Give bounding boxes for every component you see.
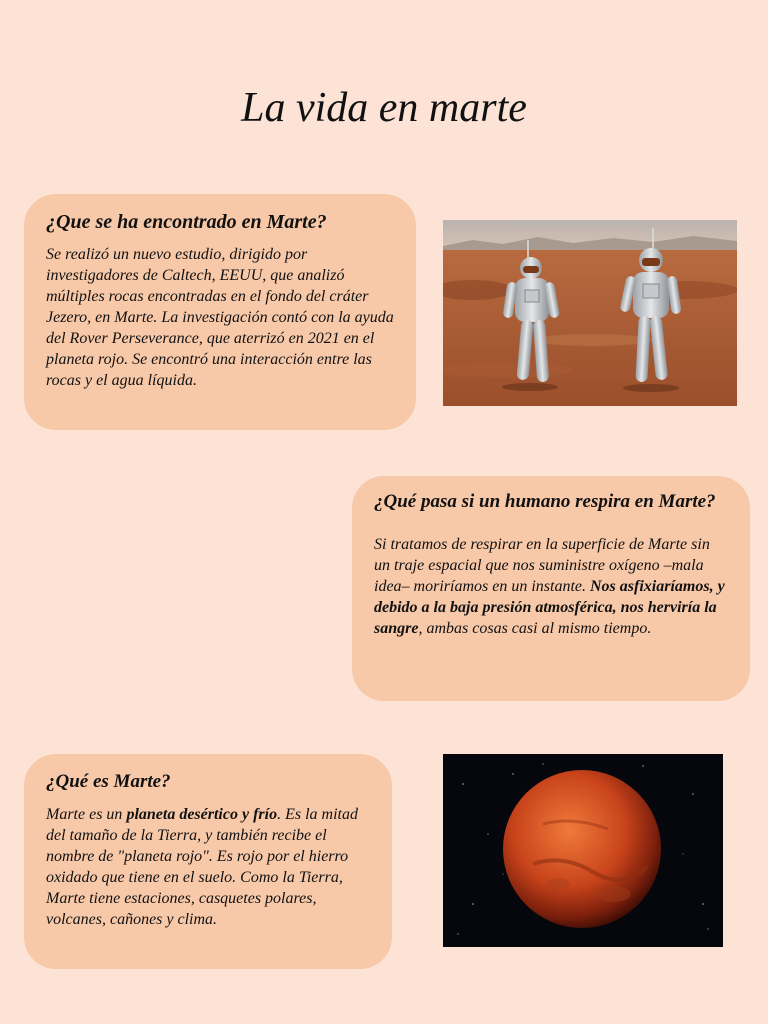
card-text-bold: Nos asfixiaríamos, y debido a la baja presión atmosférica, nos herviría la sangre	[374, 578, 725, 637]
card-text-part: Marte es un	[46, 806, 127, 823]
card-text-bold: planeta desértico y frío	[126, 806, 278, 823]
mars-photo	[443, 754, 723, 947]
card-text-part: , ambas cosas casi al mismo tiempo.	[418, 620, 652, 637]
card-text	[46, 804, 370, 930]
card-found-on-mars	[24, 194, 416, 430]
card-human-breathing	[352, 476, 750, 701]
card-what-is-mars	[24, 754, 392, 969]
card-text-part: Si tratamos de respirar en la superficie de Marte sin un traje espacial que nos suministre oxígeno –mala idea– moriríamos en un instante.	[374, 536, 710, 595]
page-title: La vida en marte	[241, 85, 527, 131]
card-heading: ¿Qué es Marte?	[46, 771, 171, 792]
card-text-part: . Es la mitad del tamaño de la Tierra, y también recibe el nombre de "planeta rojo". Es rojo por el hierro oxidado que tiene en el suelo. Como la Tierra, Marte tiene estaciones, casquetes polares, volcanes, cañones y clima.	[46, 806, 358, 928]
astronauts-photo	[443, 220, 737, 406]
card-text	[374, 534, 728, 639]
card-heading: ¿Que se ha encontrado en Marte?	[46, 211, 327, 233]
card-text: Se realizó un nuevo estudio, dirigido por investigadores de Caltech, EEUU, que analizó múltiples rocas encontradas en el fondo del cráter Jezero, en Marte. La investigación contó con la ayuda del Rover Perseverance, que aterrizó en 2021 en el planeta rojo. Se encontró una interacción entre las rocas y el agua líquida.	[46, 246, 394, 389]
card-heading: ¿Qué pasa si un humano respira en Marte?	[374, 491, 716, 512]
